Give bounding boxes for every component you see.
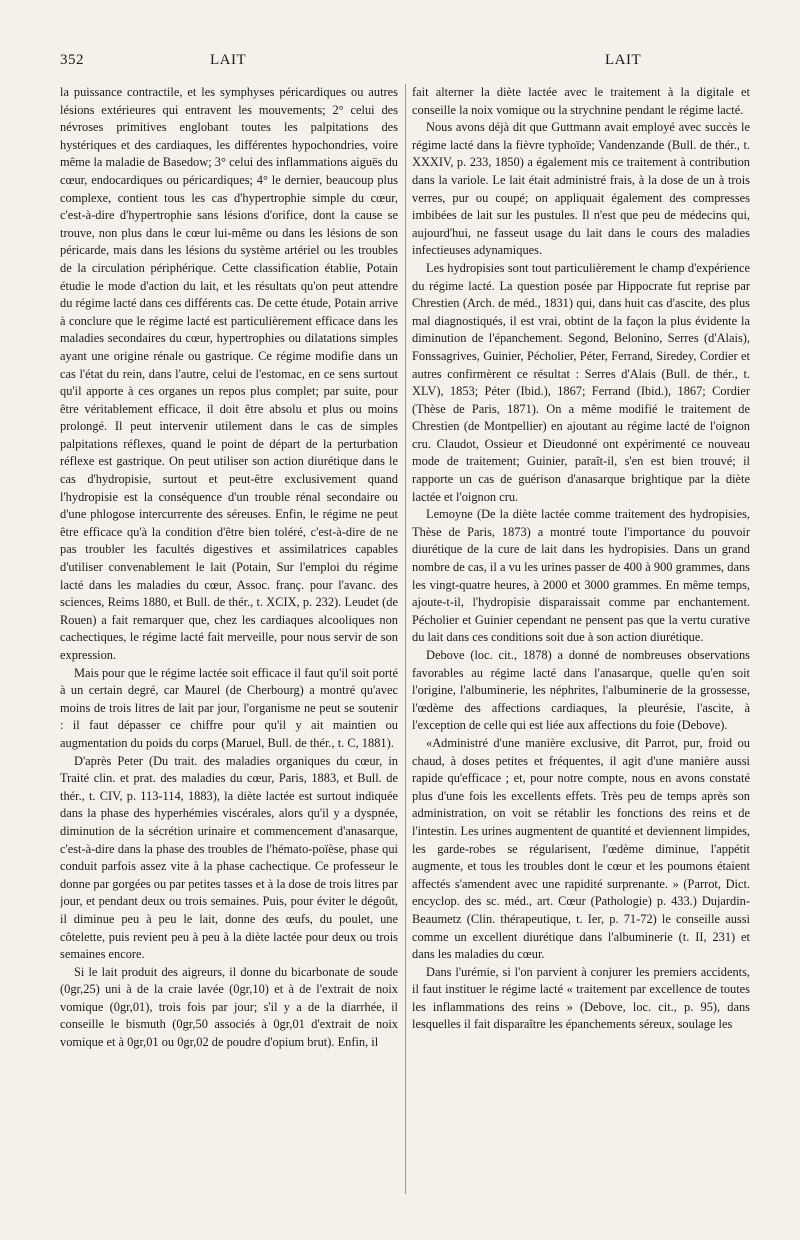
paragraph: Mais pour que le régime lactée soit efficace il faut qu'il soit porté à un certain degré, car Maurel (de Cherbourg) a montré qu'avec moins de trois litres de lait par jour, l'organisme ne peut se soutenir : il faut dépasser ce chiffre pour qu'il y ait maintien ou augmentation du poids du corps (Maruel, Bull. de thér., t. C, 1881). <box>60 665 398 750</box>
paragraph: Debove (loc. cit., 1878) a donné de nombreuses observations favorables au régime lacté dans l'anasarque, quelle qu'en soit l'origine, l'albuminerie, les néphrites, l'albuminerie de la grossesse, l'œdème des affections cardiaques, la pleurésie, l'ascite, à l'exception de celle qui est liée aux affections du foie (Debove). <box>412 648 750 733</box>
paragraph: fait alterner la diète lactée avec le traitement à la digitale et conseille la noix vomique ou la strychnine pendant le régime lacté. <box>412 85 750 117</box>
column-divider <box>405 84 406 1194</box>
left-column <box>60 84 398 1204</box>
running-head-left: LAIT <box>210 52 247 68</box>
running-header <box>60 52 750 76</box>
paragraph: Dans l'urémie, si l'on parvient à conjurer les premiers accidents, il faut instituer le régime lacté « traitement par excellence de toutes les inflammations des reins » (Debove, loc. cit., p. 95), dans lesquelles il fait disparaître les épanchements séreux, soulage les <box>412 964 750 1032</box>
paragraph: Lemoyne (De la diète lactée comme traitement des hydropisies, Thèse de Paris, 1873) a montré toute l'importance du pouvoir diurétique de la cure de lait dans les hydropisies. Dans un grand nombre de cas, il a vu les urines passer de 400 à 900 grammes, dans les vingt-quatre heures, à 2000 et 3000 grammes. En même temps, ajoute-t-il, l'hydropisie disparaissait comme par enchantement. Pécholier et Guinier cependant ne pensent pas que la vertu curative du lait dans ces conditions soit due à son action diurétique. <box>412 507 750 645</box>
page-number: 352 <box>60 52 84 68</box>
paragraph: la puissance contractile, et les symphyses péricardiques ou autres lésions extérieures qui entravent les mouvements; 2° celui des névroses primitives englobant toutes les palpitations des hystériques et des cardiaques, les différentes hypochondries, voire même la maladie de Basedow; 3° celui des inflammations aiguës du cœur, endocardiques ou péricardiques; 4° le dernier, beaucoup plus complexe, contient tous les cas d'hypertrophie simple du cœur, c'est-à-dire d'hypertrophie sans lésions d'orifice, dont la cause se trouve, non plus dans le cœur lui-même ou dans les lésions de son péricarde, mais dans les lésions du système artériel ou les troubles de la circulation périphérique. Cette classification établie, Potain étudie le mode d'action du lait, et les résultats qu'on peut attendre du régime lacté dans ces différents cas. De cette étude, Potain arrive à conclure que le régime lacté est particulièrement efficace dans les maladies secondaires du cœur, hypertrophies ou dilatations simples ayant une origine rénale ou gastrique. Ce régime modifie dans un cas l'état du rein, dans l'autre, celui de l'estomac, en ce sens surtout qu'il apporte à ces organes un repos plus complet; par suite, pour être véritablement efficace, il doit être absolu et plus ou moins prolongé. Il peut intervenir utilement dans le cas de simples palpitations réflexes, quand le point de départ de la perturbation réflexe est gastrique. On peut utiliser son action diurétique dans le cas d'hydropisie, surtout et peut-être exclusivement quand l'hydropisie est la conséquence d'un trouble rénal secondaire ou d'une phlogose intercurrente des séreuses. Enfin, le régime ne peut être efficace qu'à la condition d'être bien toléré, c'est-à-dire de ne pas troubler les facultés digestives et assimilatrices capables d'utiliser convenablement le lait (Potain, Sur l'emploi du régime lacté dans les maladies du cœur, Assoc. franç. pour l'avanc. des sciences, Reims 1880, et Bull. de thér., t. XCIX, p. 232). Leudet (de Rouen) a fait remarquer que, chez les cardiaques alcooliques non cachectiques, le régime lacté fait merveille, pour nous servir de son expression. <box>60 85 398 662</box>
paragraph: «Administré d'une manière exclusive, dit Parrot, pur, froid ou chaud, à doses petites et fréquentes, il agit d'une manière aussi rapide qu'efficace ; et, pour notre compte, nous en avons constaté plus d'une fois les excellents effets. Très peu de temps après son administration, on voit se rétablir les fonctions des reins et de l'intestin. Les urines augmentent de quantité et deviennent limpides, les garde-robes se régularisent, l'œdème diminue, l'appétit augmente, et tous les troubles dont le cœur et les poumons étaient affectés s'amendent avec une rapidité surprenante. » (Parrot, Dict. encyclop. des sc. méd., art. Cœur (Pathologie) p. 433.) Dujardin-Beaumetz (Clin. thérapeutique, t. Ier, p. 71-72) le conseille aussi comme un excellent diurétique dans l'albuminerie (t. II, 231) et dans les maladies du cœur. <box>412 735 750 962</box>
paragraph: D'après Peter (Du trait. des maladies organiques du cœur, in Traité clin. et prat. des maladies du cœur, Paris, 1883, et Bull. de thér., t. CIV, p. 113-114, 1883), la diète lactée est surtout indiquée dans la phase des hyperhémies viscérales, alors qu'il y a dyspnée, diminution de la sécrétion urinaire et commencement d'anasarque, c'est-à-dire dans la phase des troubles de l'hémato-poïèse, phase qui conduit parfois assez vite à la phase cachectique. Ce professeur le donne par gorgées ou par petites tasses et à la dose de trois litres par jour, et pendant deux ou trois semaines. Puis, pour éviter le dégoût, il diminue peu à peu le lait, donne des œufs, du poulet, une côtelette, puis revient peu à peu à la diète lactée pour deux ou trois semaines encore. <box>60 753 398 962</box>
paragraph: Si le lait produit des aigreurs, il donne du bicarbonate de soude (0gr,25) uni à de la craie lavée (0gr,10) et à de l'extrait de noix vomique (0gr,01), trois fois par jour; s'il y a de la diarrhée, il conseille le bismuth (0gr,50 associés à 0gr,01 d'extrait de noix vomique et à 0gr,01 ou 0gr,02 de poudre d'opium brut). Enfin, il <box>60 964 398 1050</box>
right-column <box>412 84 750 1204</box>
paragraph: Les hydropisies sont tout particulièrement le champ d'expérience du régime lacté. La question posée par Hippocrate fut reprise par Chrestien (Arch. de méd., 1831) qui, dans huit cas d'ascite, des plus mal diagnostiqués, il est vrai, obtint de la façon la plus évidente la diminution de l'épanchement. Segond, Belonino, Serres (d'Alais), Fonssagrives, Guinier, Pécholier, Péter, Ferrand, Siredey, Cordier et autres confirmèrent ce résultat : Serres d'Alais (Bull. de thér., t. XLV), 1853; Péter (Ibid.), 1867; Ferrand (Ibid.), 1867; Cordier (Thèse de Paris, 1871). On a même modifié le traitement de Chrestien (de Montpellier) en ajoutant au régime lacté de l'oignon cru. Claudot, Ossieur et Dieudonné ont expérimenté ce nouveau mode de traitement; Guinier, paraît-il, s'en est bien trouvé; il rapporte un cas de guérison d'anasarque brightique par la diète lactée et l'oignon cru. <box>412 260 750 504</box>
running-head-right: LAIT <box>605 52 642 68</box>
paragraph: Nous avons déjà dit que Guttmann avait employé avec succès le régime lacté dans la fièvre typhoïde; Vandenzande (Bull. de thér., t. XXXIV, p. 233, 1850) a également mis ce traitement à contribution dans la variole. Le lait était administré frais, à la dose de un à trois verres, pur ou coupé; on appliquait également des compresses imbibées de lait sur les pustules. Il n'est que peu de médecins qui, aujourd'hui, ne fasseut usage du lait dans le cours des maladies infectieuses adynamiques. <box>412 120 750 258</box>
